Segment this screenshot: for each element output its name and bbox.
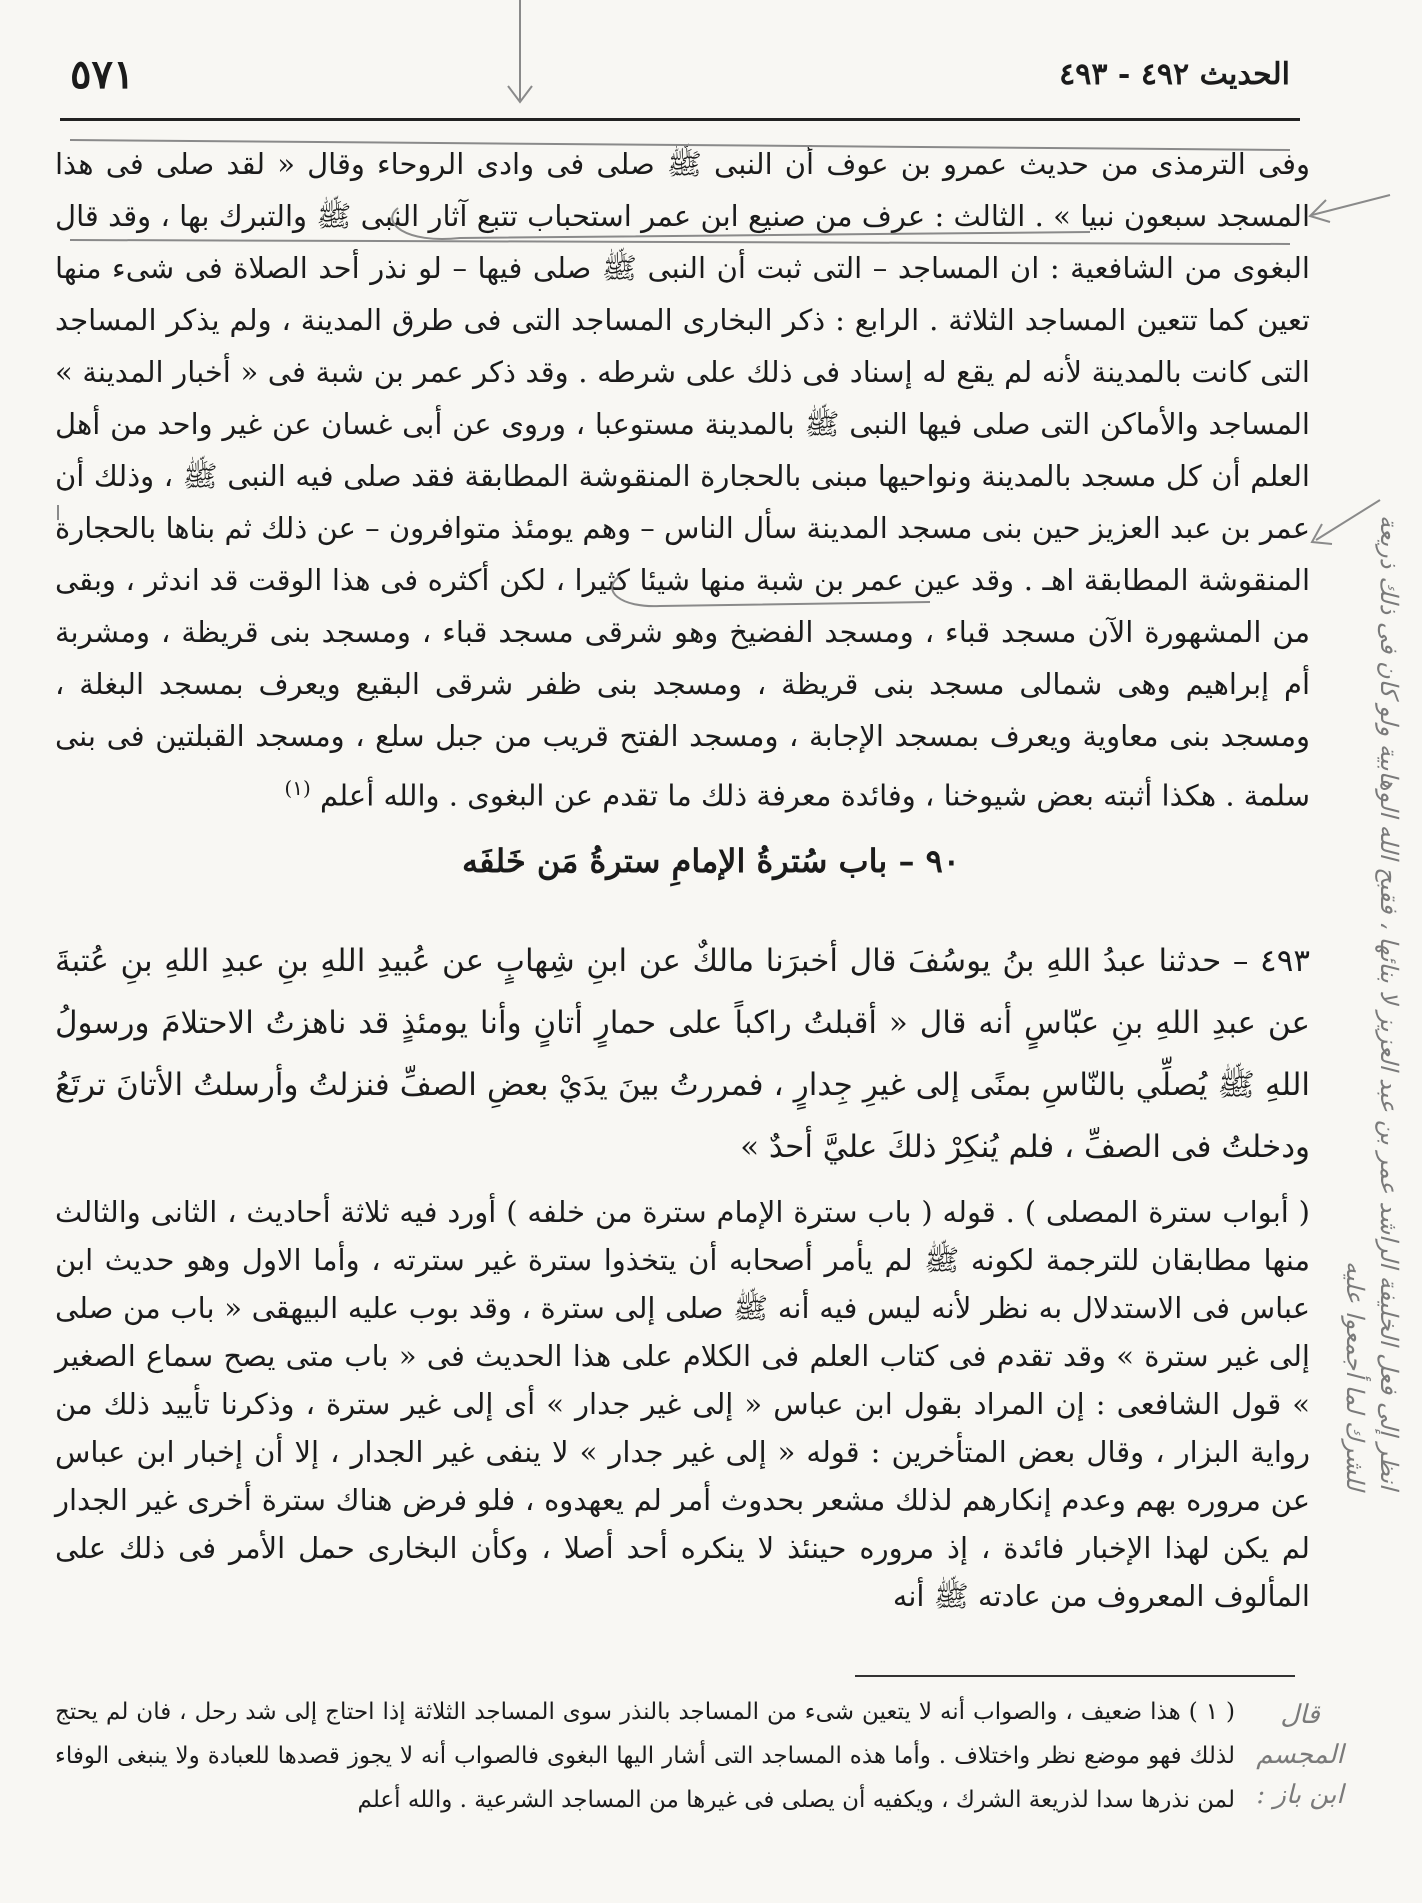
footnote-rule xyxy=(855,1675,1295,1677)
footnote-marker: (١) xyxy=(284,776,311,800)
page-number: ٥٧١ xyxy=(70,51,135,98)
chapter-heading: ٩٠ – باب سُترةُ الإمامِ سترةُ مَن خَلفَه xyxy=(462,842,960,880)
handwritten-footer-note: قال المجسم ابن باز : xyxy=(1256,1700,1344,1810)
footnote: ( ١ ) هذا ضعيف ، والصواب أنه لا يتعين شىء من المساجد بالنذر سوى المساجد الثلاثة إذا احتاج إلى شد رحل ، فان لم يحتج لذلك فهو موضع نظر واختلاف . وأما هذه المساجد التى أشار اليها البغوى فالصواب أنه لا يجوز قصدها للعبادة ولا ينبغى الوفاء لمن نذرها سدا لذريعة الشرك ، ويكفيه أن يصلى فى غيرها من المساجد الشرعية . والله أعلم xyxy=(55,1699,1235,1813)
pencil-arrow-right-1 xyxy=(1312,195,1390,215)
intro-text: وفى الترمذى من حديث عمرو بن عوف أن النبى ﷺ صلى فى وادى الروحاء وقال « لقد صلى فى هذا المسجد سبعون نبيا » . الثالث : عرف من صنيع ابن عمر استحباب تتبع آثار النبى ﷺ والتبرك بها ، وقد قال البغوى من الشافعية : ان المساجد – التى ثبت أن النبى ﷺ صلى فيها – لو نذر أحد الصلاة فى شىء منها تعين كما تتعين المساجد الثلاثة . الرابع : ذكر البخارى المساجد التى فى طرق المدينة ، ولم يذكر المساجد التى كانت بالمدينة لأنه لم يقع له إسناد فى ذلك على شرطه . وقد ذكر عمر بن شبة فى « أخبار المدينة » المساجد والأماكن التى صلى فيها النبى ﷺ بالمدينة مستوعبا ، وروى عن أبى غسان عن غير واحد من أهل العلم أن كل مسجد بالمدينة ونواحيها مبنى بالحجارة المنقوشة المطابقة فقد صلى فيه النبى ﷺ ، وذلك أن عمر بن عبد العزيز حين بنى مسجد المدينة سأل الناس – وهم يومئذ متوافرون – عن ذلك ثم بناها بالحجارة المنقوشة المطابقة اهـ . وقد عين عمر بن شبة منها شيئا كثيرا ، لكن أكثره فى هذا الوقت قد اندثر ، وبقى من المشهورة الآن مسجد قباء ، ومسجد الفضيخ وهو شرقى مسجد قباء ، ومسجد بنى قريظة ، ومشربة أم إبراهيم وهى شمالى مسجد بنى قريظة ، ومسجد بنى ظفر شرقى البقيع ويعرف بمسجد البغلة ، ومسجد بنى معاوية ويعرف بمسجد الإجابة ، ومسجد الفتح قريب من جبل سلع ، ومسجد القبلتين فى بنى سلمة . هكذا أثبته بعض شيوخنا ، وفائدة معرفة ذلك ما تقدم عن البغوى . والله أعلم xyxy=(55,147,1310,813)
intro-paragraph xyxy=(55,138,1310,822)
commentary-text: ( أبواب سترة المصلى ) . قوله ( باب سترة الإمام سترة من خلفه ) أورد فيه ثلاثة أحاديث ، الثانى والثالث منها مطابقان للترجمة لكونه ﷺ لم يأمر أصحابه أن يتخذوا سترة غير سترته ، وأما الاول وهو حديث ابن عباس فى الاستدلال به نظر لأنه ليس فيه أنه ﷺ صلى إلى سترة ، وقد بوب عليه البيهقى « باب من صلى إلى غير سترة » وقد تقدم فى كتاب العلم فى الكلام على هذا الحديث فى « باب متى يصح سماع الصغير » قول الشافعى : إن المراد بقول ابن عباس « إلى غير جدار » أى إلى غير سترة ، وذكرنا تأييد ذلك من رواية البزار ، وقال بعض المتأخرين : قوله « إلى غير جدار » لا ينفى غير الجدار ، إلا أن إخبار ابن عباس عن مروره بهم وعدم إنكارهم لذلك مشعر بحدوث أمر لم يعهدوه ، فلو فرض هناك سترة أخرى غير الجدار لم يكن لهذا الإخبار فائدة ، إذ مروره حينئذ لا ينكره أحد أصلا ، وكأن البخارى حمل الأمر فى ذلك على المألوف المعروف من عادته ﷺ أنه xyxy=(55,1195,1310,1613)
page-header xyxy=(60,45,1300,115)
hadith-text: ٤٩٣ – حدثنا عبدُ اللهِ بنُ يوسُفَ قال أخبرَنا مالكٌ عن ابنِ شِهابٍ عن عُبيدِ اللهِ بنِ عبدِ اللهِ بنِ عُتبةَ عن عبدِ اللهِ بنِ عبّاسٍ أنه قال « أقبلتُ راكباً على حمارٍ أتانٍ وأنا يومئذٍ قد ناهزتُ الاحتلامَ ورسولُ اللهِ ﷺ يُصلِّي بالنّاسِ بمنًى إلى غيرِ جِدارٍ ، فمررتُ بينَ يدَيْ بعضِ الصفِّ فنزلتُ وأرسلتُ الأتانَ ترتَعُ ودخلتُ فى الصفِّ ، فلم يُنكِرْ ذلكَ عليَّ أحدٌ » xyxy=(55,943,1310,1165)
running-title: الحديث ٤٩٢ - ٤٩٣ xyxy=(1059,57,1290,92)
pencil-arrowhead-right-1 xyxy=(1310,200,1330,222)
header-rule xyxy=(60,118,1300,121)
handwritten-margin-note: انظر إلى فعل الخليفة الراشد عمر بن عبد العزيز لا بنائها ، فقبح الله الوهابية ولو كان فى ذلك ذريعة للشرك لما أجمعوا عليه xyxy=(1341,515,1403,1490)
